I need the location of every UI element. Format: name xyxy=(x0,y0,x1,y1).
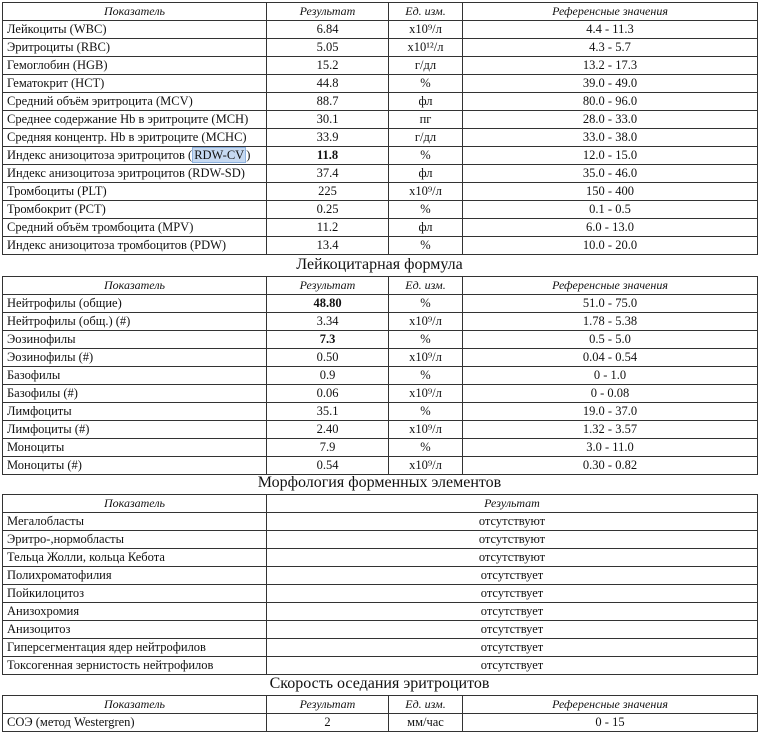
result-value: отсутствует xyxy=(267,639,758,657)
unit-value: % xyxy=(389,201,463,219)
table-row xyxy=(3,513,758,531)
header-result: Результат xyxy=(267,495,758,513)
reference-range: 35.0 - 46.0 xyxy=(463,165,758,183)
reference-range: 0 - 0.08 xyxy=(463,385,758,403)
reference-range: 0.04 - 0.54 xyxy=(463,349,758,367)
unit-value: % xyxy=(389,295,463,313)
table-row xyxy=(3,57,758,75)
result-value: 15.2 xyxy=(267,57,389,75)
result-value: 2 xyxy=(267,714,389,732)
result-value: 0.06 xyxy=(267,385,389,403)
param-name: Эритро-,нормобласты xyxy=(3,531,267,549)
param-name: Базофилы xyxy=(3,367,267,385)
param-name: Гиперсегментация ядер нейтрофилов xyxy=(3,639,267,657)
reference-range: 6.0 - 13.0 xyxy=(463,219,758,237)
unit-value: х10⁹/л xyxy=(389,183,463,201)
table-row xyxy=(3,75,758,93)
result-value: 0.50 xyxy=(267,349,389,367)
unit-value: мм/час xyxy=(389,714,463,732)
leukocyte-table xyxy=(2,276,758,475)
reference-range: 39.0 - 49.0 xyxy=(463,75,758,93)
table-row xyxy=(3,295,758,313)
header-param: Показатель xyxy=(3,495,267,513)
result-value: отсутствует xyxy=(267,621,758,639)
table-row xyxy=(3,585,758,603)
result-value: отсутствует xyxy=(267,585,758,603)
table-row xyxy=(3,39,758,57)
param-name: Индекс анизоцитоза эритроцитов (RDW-SD) xyxy=(3,165,267,183)
param-name: Гемоглобин (HGB) xyxy=(3,57,267,75)
result-value: 37.4 xyxy=(267,165,389,183)
reference-range: 4.3 - 5.7 xyxy=(463,39,758,57)
table-row xyxy=(3,639,758,657)
header-unit: Ед. изм. xyxy=(389,3,463,21)
result-value: 0.25 xyxy=(267,201,389,219)
param-name: Эозинофилы xyxy=(3,331,267,349)
header-row xyxy=(3,277,758,295)
reference-range: 10.0 - 20.0 xyxy=(463,237,758,255)
result-value: 44.8 xyxy=(267,75,389,93)
param-name: Эритроциты (RBC) xyxy=(3,39,267,57)
param-name: Анизоцитоз xyxy=(3,621,267,639)
unit-value: % xyxy=(389,75,463,93)
table-row xyxy=(3,531,758,549)
unit-value: х10¹²/л xyxy=(389,39,463,57)
header-result: Результат xyxy=(267,277,389,295)
param-name: Анизохромия xyxy=(3,603,267,621)
unit-value: х10⁹/л xyxy=(389,313,463,331)
unit-value: % xyxy=(389,147,463,165)
param-name-highlight: RDW-CV xyxy=(194,148,245,162)
param-name: Пойкилоцитоз xyxy=(3,585,267,603)
table-row xyxy=(3,219,758,237)
table-row xyxy=(3,165,758,183)
unit-value: % xyxy=(389,439,463,457)
param-name-suffix: ) xyxy=(246,148,251,162)
unit-value: % xyxy=(389,237,463,255)
result-value: 0.9 xyxy=(267,367,389,385)
param-name: Лимфоциты xyxy=(3,403,267,421)
param-name: Средний объём эритроцита (MCV) xyxy=(3,93,267,111)
unit-value: х10⁹/л xyxy=(389,385,463,403)
header-row xyxy=(3,696,758,714)
esr-table xyxy=(2,695,758,732)
table-row xyxy=(3,549,758,567)
result-value: 2.40 xyxy=(267,421,389,439)
leuko-section-title: Лейкоцитарная формула xyxy=(296,256,463,273)
header-param: Показатель xyxy=(3,3,267,21)
reference-range: 13.2 - 17.3 xyxy=(463,57,758,75)
unit-value: фл xyxy=(389,93,463,111)
reference-range: 0 - 15 xyxy=(463,714,758,732)
reference-range: 0.1 - 0.5 xyxy=(463,201,758,219)
param-name: Моноциты xyxy=(3,439,267,457)
reference-range: 0.5 - 5.0 xyxy=(463,331,758,349)
table-row xyxy=(3,147,758,165)
table-row xyxy=(3,331,758,349)
table-row xyxy=(3,714,758,732)
table-row xyxy=(3,349,758,367)
param-name: Среднее содержание Hb в эритроците (MCH) xyxy=(3,111,267,129)
table-row xyxy=(3,129,758,147)
param-name: Эозинофилы (#) xyxy=(3,349,267,367)
unit-value: г/дл xyxy=(389,129,463,147)
header-result: Результат xyxy=(267,3,389,21)
param-name: Моноциты (#) xyxy=(3,457,267,475)
table-row xyxy=(3,237,758,255)
param-name-prefix: Индекс анизоцитоза эритроцитов ( xyxy=(7,148,193,162)
result-value: 5.05 xyxy=(267,39,389,57)
reference-range: 3.0 - 11.0 xyxy=(463,439,758,457)
param-name: Гематокрит (HCT) xyxy=(3,75,267,93)
result-value: 7.3 xyxy=(267,331,389,349)
table-row xyxy=(3,183,758,201)
unit-value: пг xyxy=(389,111,463,129)
reference-range: 4.4 - 11.3 xyxy=(463,21,758,39)
param-name: Тромбоциты (PLT) xyxy=(3,183,267,201)
result-value: 225 xyxy=(267,183,389,201)
param-name: Мегалобласты xyxy=(3,513,267,531)
header-unit: Ед. изм. xyxy=(389,277,463,295)
header-param: Показатель xyxy=(3,277,267,295)
reference-range: 33.0 - 38.0 xyxy=(463,129,758,147)
result-value: 11.8 xyxy=(267,147,389,165)
result-value: отсутствуют xyxy=(267,531,758,549)
unit-value: % xyxy=(389,367,463,385)
table-row xyxy=(3,313,758,331)
result-value: 7.9 xyxy=(267,439,389,457)
param-name: Средняя концентр. Hb в эритроците (MCHC) xyxy=(3,129,267,147)
param-name: Средний объём тромбоцита (MPV) xyxy=(3,219,267,237)
reference-range: 1.78 - 5.38 xyxy=(463,313,758,331)
result-value: 6.84 xyxy=(267,21,389,39)
header-ref: Референсные значения xyxy=(463,3,758,21)
param-name: Базофилы (#) xyxy=(3,385,267,403)
reference-range: 0 - 1.0 xyxy=(463,367,758,385)
param-name: Лимфоциты (#) xyxy=(3,421,267,439)
param-name: Нейтрофилы (общ.) (#) xyxy=(3,313,267,331)
header-result: Результат xyxy=(267,696,389,714)
table-row xyxy=(3,439,758,457)
result-value: 11.2 xyxy=(267,219,389,237)
result-value: 35.1 xyxy=(267,403,389,421)
header-ref: Референсные значения xyxy=(463,277,758,295)
reference-range: 0.30 - 0.82 xyxy=(463,457,758,475)
table-row xyxy=(3,603,758,621)
header-ref: Референсные значения xyxy=(463,696,758,714)
result-value: 88.7 xyxy=(267,93,389,111)
unit-value: % xyxy=(389,331,463,349)
reference-range: 51.0 - 75.0 xyxy=(463,295,758,313)
param-name: СОЭ (метод Westergren) xyxy=(3,714,267,732)
table-row xyxy=(3,21,758,39)
reference-range: 1.32 - 3.57 xyxy=(463,421,758,439)
result-value: 48.80 xyxy=(267,295,389,313)
table-row xyxy=(3,657,758,675)
result-value: отсутствует xyxy=(267,567,758,585)
unit-value: % xyxy=(389,403,463,421)
reference-range: 80.0 - 96.0 xyxy=(463,93,758,111)
unit-value: х10⁹/л xyxy=(389,421,463,439)
result-value: 13.4 xyxy=(267,237,389,255)
table-row xyxy=(3,621,758,639)
header-unit: Ед. изм. xyxy=(389,696,463,714)
reference-range: 150 - 400 xyxy=(463,183,758,201)
unit-value: фл xyxy=(389,165,463,183)
unit-value: фл xyxy=(389,219,463,237)
param-name: Индекс анизоцитоза тромбоцитов (PDW) xyxy=(3,237,267,255)
param-name: Тельца Жолли, кольца Кебота xyxy=(3,549,267,567)
table-row xyxy=(3,367,758,385)
reference-range: 28.0 - 33.0 xyxy=(463,111,758,129)
result-value: 0.54 xyxy=(267,457,389,475)
morph-section-title: Морфология форменных элементов xyxy=(257,474,502,491)
result-value: 33.9 xyxy=(267,129,389,147)
result-value: отсутствует xyxy=(267,657,758,675)
param-name xyxy=(3,147,267,165)
result-value: отсутствуют xyxy=(267,513,758,531)
table-row xyxy=(3,457,758,475)
param-name: Нейтрофилы (общие) xyxy=(3,295,267,313)
param-name: Тромбокрит (PCT) xyxy=(3,201,267,219)
result-value: 30.1 xyxy=(267,111,389,129)
cbc-table xyxy=(2,2,758,255)
reference-range: 19.0 - 37.0 xyxy=(463,403,758,421)
param-name: Токсогенная зернистость нейтрофилов xyxy=(3,657,267,675)
result-value: отсутствуют xyxy=(267,549,758,567)
header-row xyxy=(3,495,758,513)
morphology-table xyxy=(2,494,758,675)
unit-value: х10⁹/л xyxy=(389,349,463,367)
param-name: Лейкоциты (WBC) xyxy=(3,21,267,39)
table-row xyxy=(3,403,758,421)
table-row xyxy=(3,93,758,111)
unit-value: х10⁹/л xyxy=(389,21,463,39)
unit-value: г/дл xyxy=(389,57,463,75)
table-row xyxy=(3,201,758,219)
result-value: отсутствует xyxy=(267,603,758,621)
result-value: 3.34 xyxy=(267,313,389,331)
reference-range: 12.0 - 15.0 xyxy=(463,147,758,165)
param-name: Полихроматофилия xyxy=(3,567,267,585)
header-row xyxy=(3,3,758,21)
esr-section-title: Скорость оседания эритроцитов xyxy=(269,675,490,692)
table-row xyxy=(3,567,758,585)
header-param: Показатель xyxy=(3,696,267,714)
unit-value: х10⁹/л xyxy=(389,457,463,475)
table-row xyxy=(3,385,758,403)
table-row xyxy=(3,421,758,439)
table-row xyxy=(3,111,758,129)
